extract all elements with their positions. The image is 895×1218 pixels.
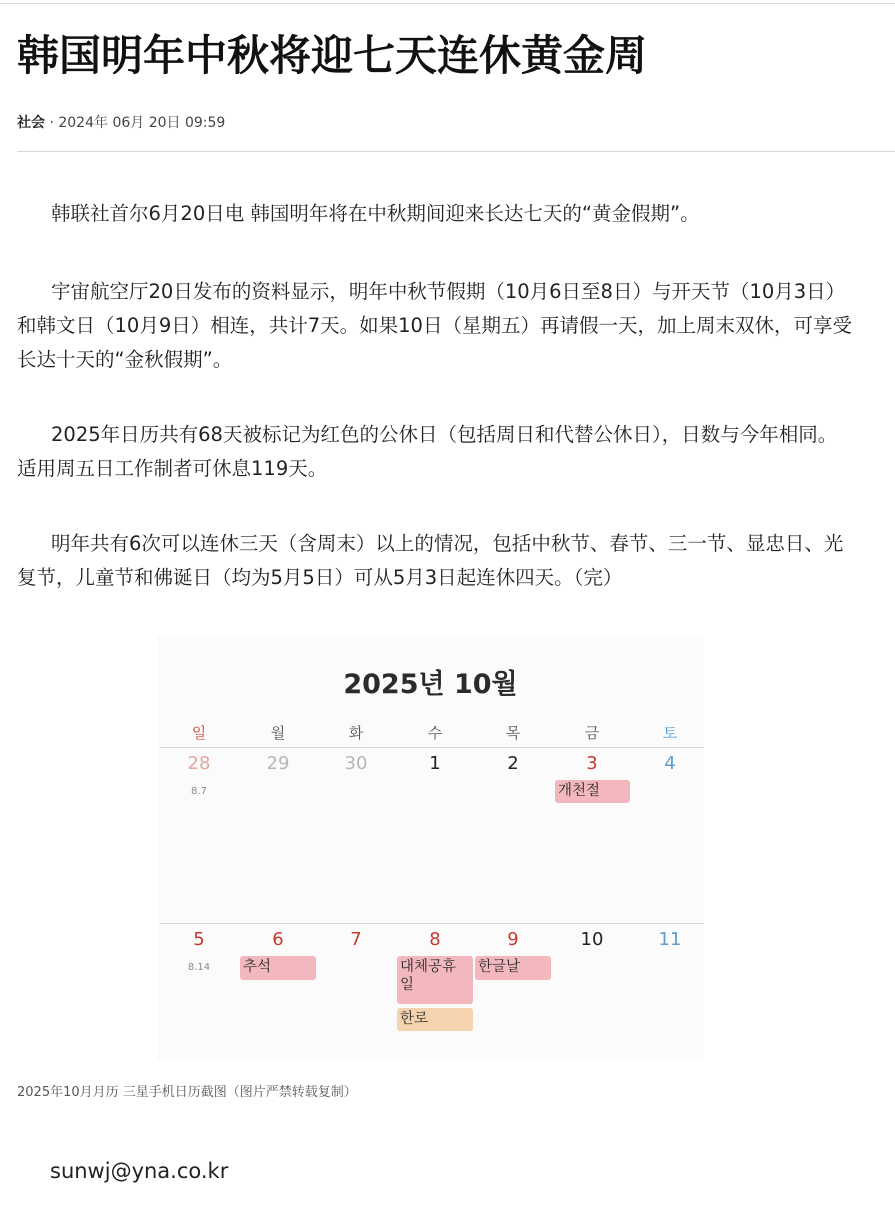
weekday-sunday: 일 — [191, 724, 207, 742]
publish-datetime: 2024年 06月 20日 09:59 — [58, 115, 226, 131]
weekday-wednesday: 수 — [427, 724, 443, 742]
article-paragraph: 宇宙航空厅20日发布的资料显示，明年中秋节假期（10月6日至8日）与开天节（10月3日）和韩文日（10月9日）相连，共计7天。如果10日（星期五）再请假一天，加上周末双休，可享受长达十天的“金秋假期”。 — [17, 280, 852, 371]
day-cell-number: 8 — [429, 929, 441, 950]
day-cell-number: 9 — [507, 929, 519, 950]
calendar-event: 추석 — [240, 956, 316, 980]
lunar-date: 8.14 — [187, 962, 211, 973]
category-link[interactable]: 社会 — [17, 115, 45, 131]
weekday-monday: 월 — [270, 724, 286, 742]
article-title: 韩国明年中秋将迎七天连休黄金周 — [17, 31, 648, 80]
weekday-friday: 금 — [584, 724, 600, 742]
lunar-date: 8.7 — [191, 786, 207, 797]
calendar-event: 대체공휴일 — [397, 956, 473, 1004]
author-email[interactable]: sunwj@yna.co.kr — [50, 1159, 229, 1183]
article-meta — [17, 112, 225, 132]
image-caption: 2025年10月月历 三星手机日历截图（图片严禁转载复制） — [17, 1085, 357, 1100]
day-cell-number: 28 — [187, 753, 211, 774]
day-cell-number: 6 — [272, 929, 284, 950]
calendar-month-title: 2025년 10월 — [343, 669, 518, 700]
week-divider — [160, 923, 704, 924]
calendar-event: 한글날 — [475, 956, 551, 980]
day-cell-number: 29 — [266, 753, 290, 774]
day-cell-number: 11 — [658, 929, 682, 950]
article-paragraph: 韩联社首尔6月20日电 韩国明年将在中秋期间迎来长达七天的“黄金假期”。 — [51, 202, 700, 225]
day-cell-number: 5 — [193, 929, 205, 950]
top-border — [0, 3, 895, 4]
day-cell-number: 7 — [350, 929, 362, 950]
day-cell-number: 30 — [344, 753, 368, 774]
day-cell-number: 2 — [507, 753, 519, 774]
weekday-divider — [160, 747, 704, 748]
weekday-tuesday: 화 — [348, 724, 364, 742]
weekday-thursday: 목 — [505, 724, 521, 742]
day-cell-number: 3 — [586, 753, 598, 774]
article-paragraph: 2025年日历共有68天被标记为红色的公休日（包括周日和代替公休日），日数与今年相同。适用周五日工作制者可休息119天。 — [17, 423, 838, 480]
day-cell-number: 4 — [664, 753, 676, 774]
meta-separator: · — [49, 115, 54, 131]
calendar-screenshot — [157, 636, 704, 1060]
calendar-event: 개천절 — [555, 780, 630, 803]
header-divider — [17, 151, 895, 152]
day-cell-number: 1 — [429, 753, 441, 774]
calendar-event: 한로 — [397, 1008, 473, 1031]
weekday-saturday: 토 — [662, 724, 678, 742]
day-cell-number: 10 — [580, 929, 604, 950]
article-paragraph: 明年共有6次可以连休三天（含周末）以上的情况，包括中秋节、春节、三一节、显忠日、光复节，儿童节和佛诞日（均为5月5日）可从5月3日起连休四天。（完） — [17, 532, 844, 589]
